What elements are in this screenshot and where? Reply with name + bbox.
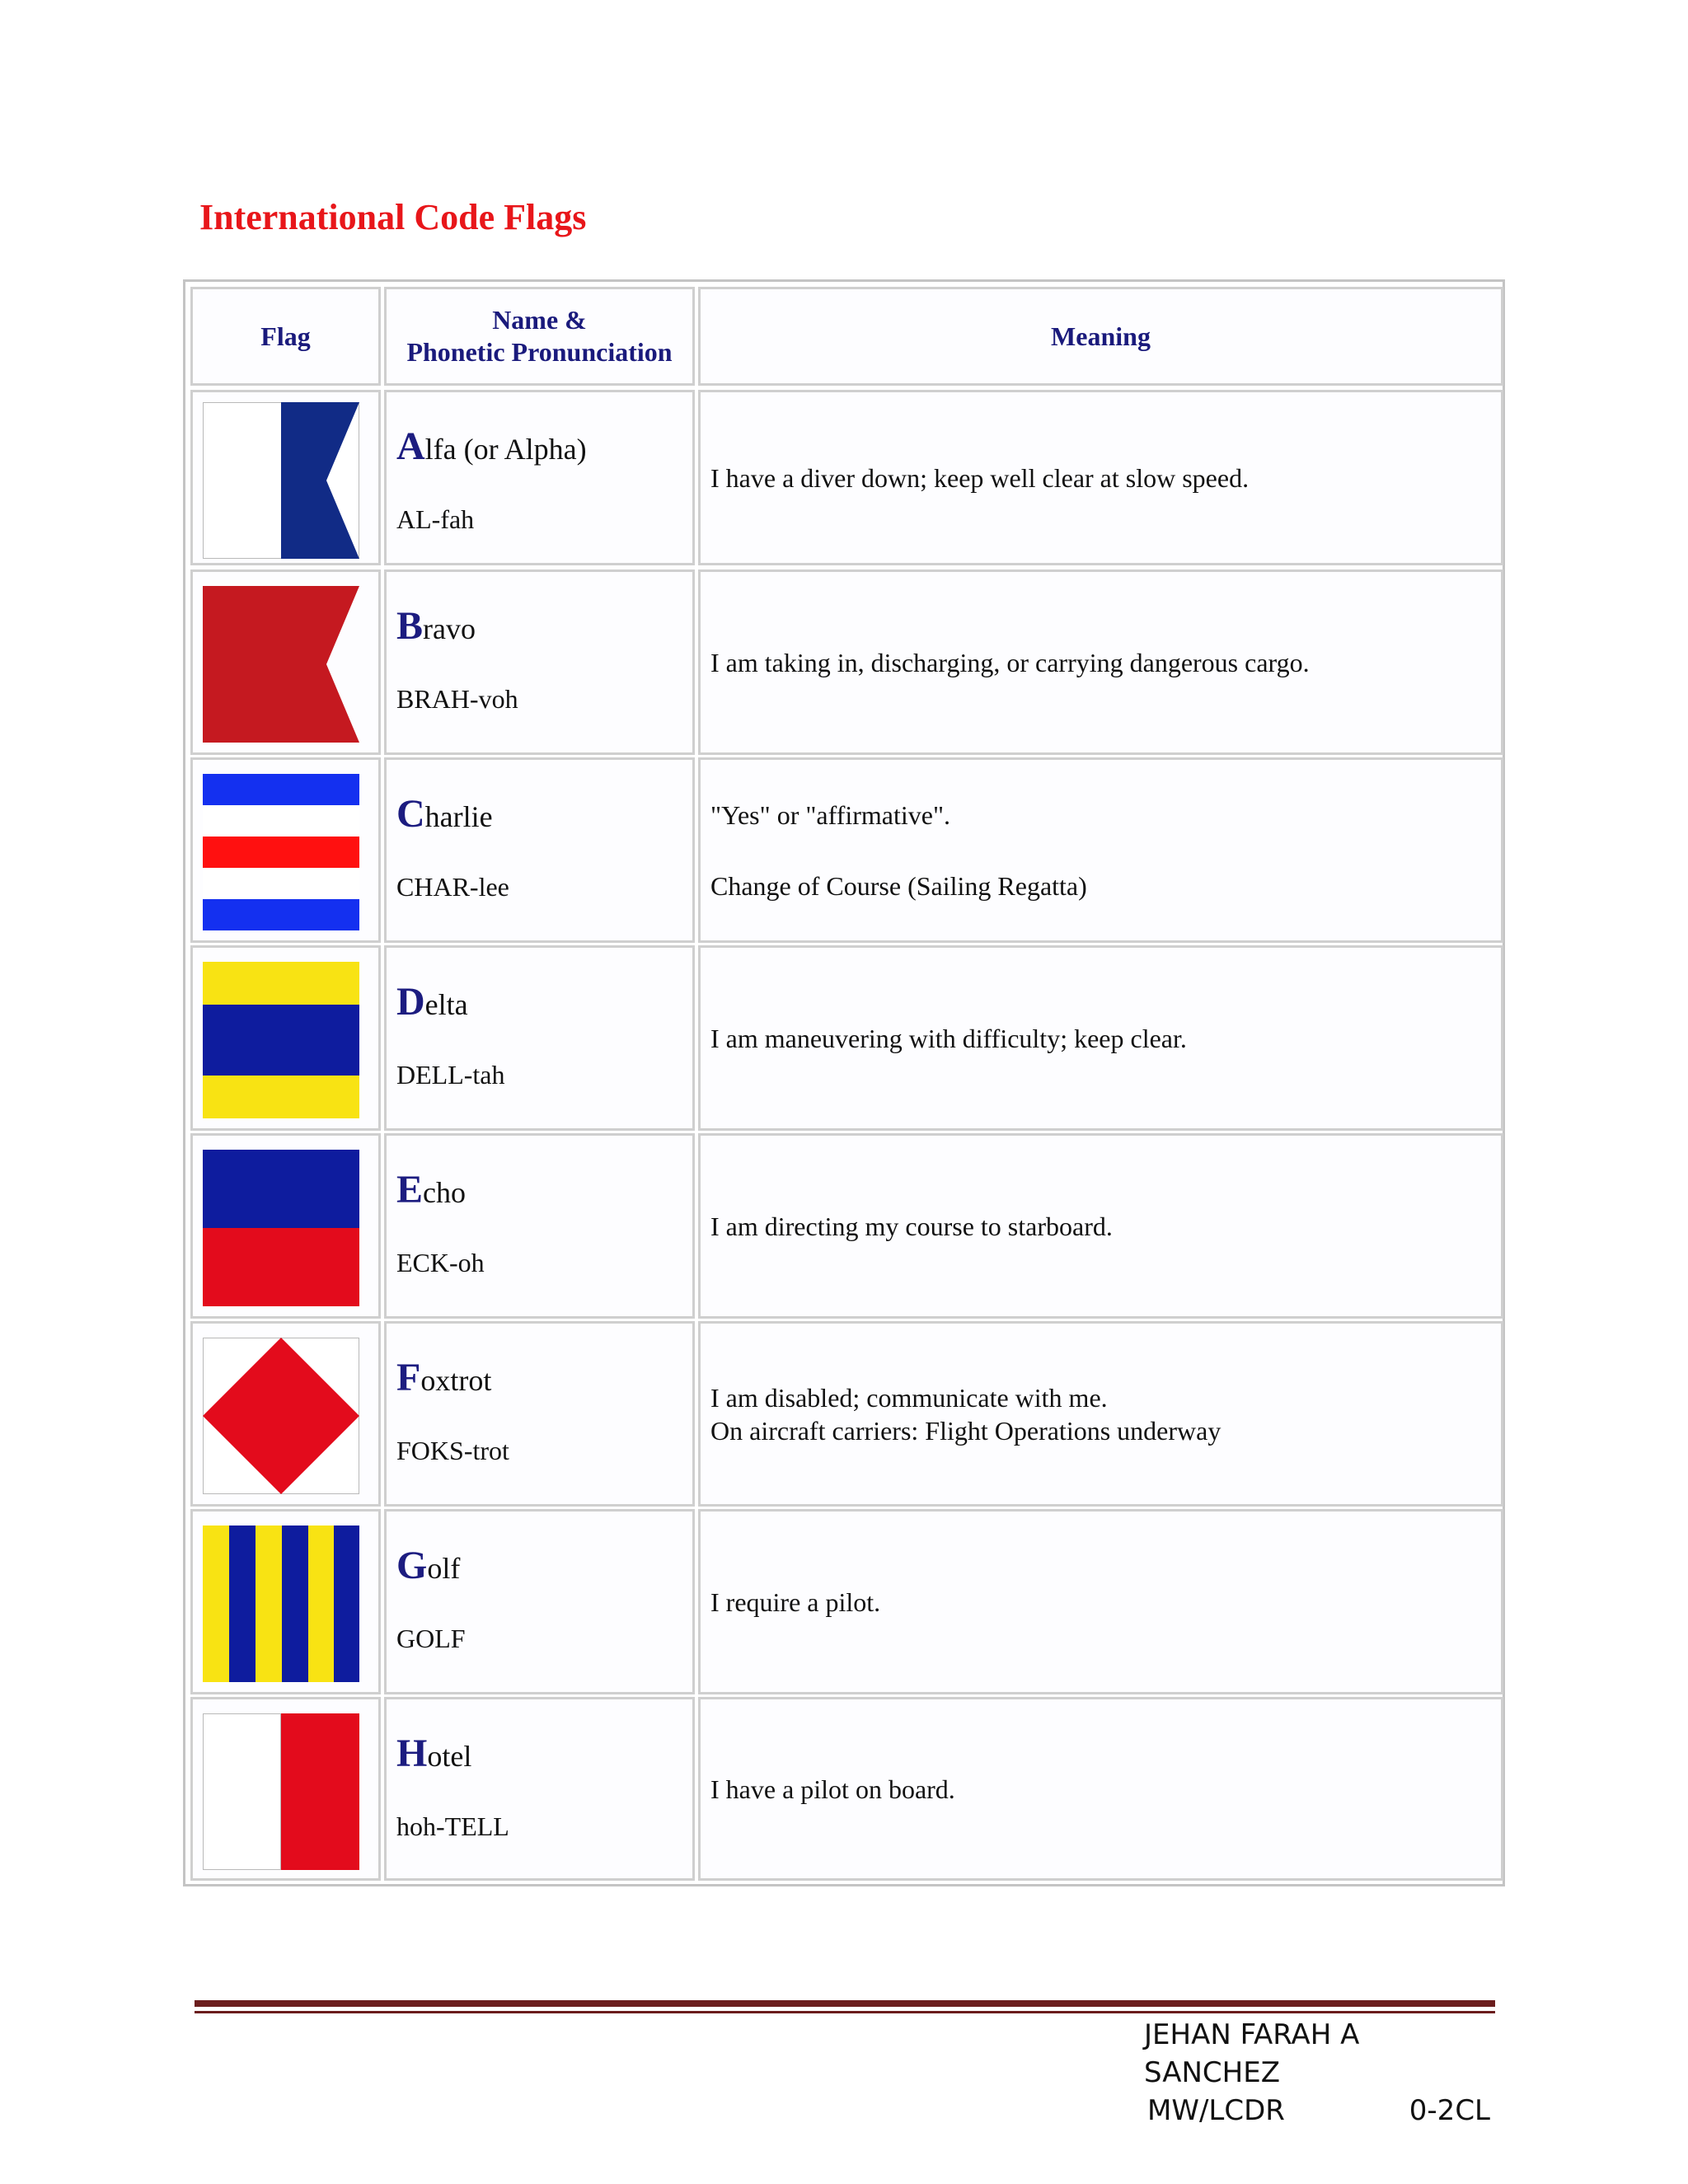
table-row-meaning-cell bbox=[698, 945, 1503, 1131]
flag-name: Foxtrot bbox=[396, 1356, 492, 1399]
flag-phonetic: AL-fah bbox=[396, 504, 475, 534]
page-title: International Code Flags bbox=[199, 197, 587, 237]
table-row-name-cell bbox=[384, 1697, 695, 1881]
flag-phonetic: ECK-oh bbox=[396, 1248, 485, 1277]
table-row-flag-cell bbox=[190, 1509, 381, 1694]
footer-rank-row bbox=[1144, 2092, 1490, 2130]
meaning-text: I am maneuvering with difficulty; keep clear. bbox=[710, 1023, 1187, 1053]
table-row-flag-cell bbox=[190, 1133, 381, 1319]
table-row-flag-cell bbox=[190, 1697, 381, 1881]
table-row-meaning-cell bbox=[698, 1133, 1503, 1319]
table-row-name-cell bbox=[384, 390, 695, 565]
table-row-flag-cell bbox=[190, 945, 381, 1131]
table-row-meaning-cell bbox=[698, 1509, 1503, 1694]
flag-name: Delta bbox=[396, 980, 468, 1024]
meaning-text: I have a diver down; keep well clear at slow speed. bbox=[710, 462, 1250, 493]
flag-name: Echo bbox=[396, 1168, 466, 1212]
footer-class: 0-2CL bbox=[1409, 2094, 1490, 2127]
alfa-flag-icon bbox=[203, 402, 359, 559]
echo-flag-icon bbox=[203, 1150, 359, 1306]
table-row-meaning-cell bbox=[698, 757, 1503, 943]
table-row-name-cell bbox=[384, 945, 695, 1131]
flag-phonetic: hoh-TELL bbox=[396, 1811, 509, 1841]
foxtrot-flag-icon bbox=[203, 1338, 359, 1494]
table-row-name-cell bbox=[384, 1321, 695, 1507]
hotel-flag-icon bbox=[203, 1713, 359, 1870]
footer-author-name: JEHAN FARAH A SANCHEZ bbox=[1144, 2018, 1360, 2089]
golf-flag-icon bbox=[203, 1526, 359, 1682]
meaning-text-secondary: Change of Course (Sailing Regatta) bbox=[710, 870, 1087, 901]
flag-name: Alfa (or Alpha) bbox=[396, 424, 587, 468]
flag-phonetic: GOLF bbox=[396, 1624, 466, 1653]
header-meaning: Meaning bbox=[698, 287, 1503, 386]
table-row-name-cell bbox=[384, 757, 695, 943]
meaning-text: "Yes" or "affirmative". bbox=[710, 799, 951, 830]
table-row-flag-cell bbox=[190, 757, 381, 943]
table-row-meaning-cell bbox=[698, 1697, 1503, 1881]
flag-name: Hotel bbox=[396, 1732, 472, 1775]
flag-phonetic: BRAH-voh bbox=[396, 684, 518, 714]
meaning-text: I am taking in, discharging, or carrying dangerous cargo. bbox=[710, 647, 1310, 677]
flag-phonetic: DELL-tah bbox=[396, 1060, 505, 1090]
table-row-meaning-cell bbox=[698, 569, 1503, 755]
table-row-name-cell bbox=[384, 1133, 695, 1319]
meaning-text: I require a pilot. bbox=[710, 1586, 881, 1617]
delta-flag-icon bbox=[203, 962, 359, 1118]
flag-phonetic: CHAR-lee bbox=[396, 872, 509, 902]
table-row-name-cell bbox=[384, 1509, 695, 1694]
header-flag: Flag bbox=[190, 287, 381, 386]
meaning-text: I have a pilot on board. bbox=[710, 1774, 955, 1804]
meaning-text: I am disabled; communicate with me. bbox=[710, 1382, 1108, 1413]
meaning-text-secondary: On aircraft carriers: Flight Operations underway bbox=[710, 1415, 1221, 1446]
table-row-name-cell bbox=[384, 569, 695, 755]
flag-name: Bravo bbox=[396, 604, 476, 648]
table-row-meaning-cell bbox=[698, 1321, 1503, 1507]
table-row-flag-cell bbox=[190, 569, 381, 755]
table-row-meaning-cell bbox=[698, 390, 1503, 565]
table-row-flag-cell bbox=[190, 1321, 381, 1507]
flag-name: Golf bbox=[396, 1544, 461, 1587]
flag-phonetic: FOKS-trot bbox=[396, 1436, 509, 1465]
footer-rule-thin bbox=[195, 2011, 1495, 2013]
charlie-flag-icon bbox=[203, 774, 359, 930]
table-row-flag-cell bbox=[190, 390, 381, 565]
footer-rule bbox=[195, 2000, 1495, 2007]
footer-rank: MW/LCDR bbox=[1147, 2094, 1285, 2127]
footer-signature bbox=[1144, 2016, 1490, 2130]
flag-name: Charlie bbox=[396, 792, 493, 836]
meaning-text: I am directing my course to starboard. bbox=[710, 1211, 1113, 1241]
flags-table bbox=[183, 279, 1505, 1886]
bravo-flag-icon bbox=[203, 586, 359, 743]
header-name: Name & Phonetic Pronunciation bbox=[384, 287, 695, 386]
